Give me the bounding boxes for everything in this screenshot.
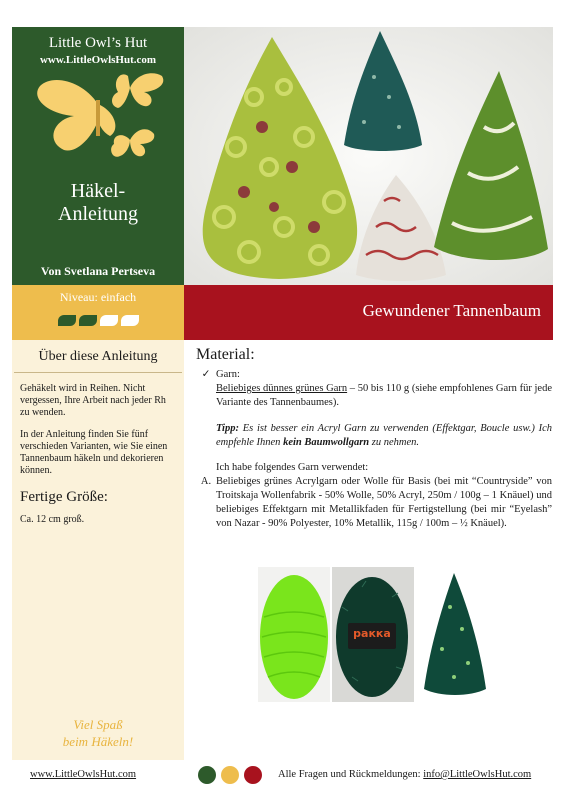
brand-panel xyxy=(12,27,184,285)
footer-email-link[interactable]: info@LittleOwlsHut.com xyxy=(423,769,532,780)
brand-url: www.LittleOwlsHut.com xyxy=(39,54,157,66)
red-dot xyxy=(244,766,262,784)
level-dot-empty xyxy=(100,315,118,326)
footer xyxy=(12,760,552,790)
footer-website-link[interactable]: www.LittleOwlsHut.com xyxy=(30,769,137,780)
closing-note: Viel Spaß beim Häkeln! xyxy=(62,717,134,749)
material-heading: Material: xyxy=(196,346,255,363)
sidebar-paragraph: In der Anleitung finden Sie fünf verschieden Varianten, wie Sie einen Tannenbaum häkeln und dekorieren können. xyxy=(20,429,168,476)
green-yarn-photo xyxy=(258,567,330,702)
yarn-option-a xyxy=(196,475,552,531)
difficulty-indicator xyxy=(12,315,184,326)
level-dot-empty xyxy=(121,315,139,326)
sidebar-paragraph: Gehäkelt wird in Reihen. Nicht vergessen, Ihre Arbeit nach jeder Rh zu wenden. xyxy=(20,383,166,418)
footer-contact: Alle Fragen und Rückmeldungen: info@LittleOwlsHut.com xyxy=(278,769,532,780)
size-heading: Fertige Größe: xyxy=(20,489,108,505)
green-dot xyxy=(198,766,216,784)
material-section xyxy=(196,346,552,531)
size-value: Ca. 12 cm groß. xyxy=(20,514,85,525)
difficulty-panel xyxy=(12,285,184,340)
yarn-label: Garn: xyxy=(216,369,240,380)
hero-photo xyxy=(184,27,553,285)
list-letter: A. xyxy=(200,476,212,487)
difficulty-label: Niveau: einfach xyxy=(59,290,137,304)
pattern-title: Häkel- Anleitung xyxy=(58,180,138,225)
eyelash-yarn-photo xyxy=(332,567,414,702)
yarn-used-intro: Ich habe folgendes Garn verwendet: xyxy=(216,462,369,473)
level-dot-filled xyxy=(79,315,97,326)
footer-dots xyxy=(198,766,262,784)
sidebar-heading: Über diese Anleitung xyxy=(14,340,182,373)
material-item xyxy=(196,368,552,410)
brand-name: Little Owl’s Hut xyxy=(48,35,148,51)
finished-tree-photo xyxy=(416,567,493,702)
yellow-dot xyxy=(221,766,239,784)
pattern-name: Gewundener Tannenbaum xyxy=(362,301,541,320)
level-dot-filled xyxy=(58,315,76,326)
author: Von Svetlana Pertseva xyxy=(40,264,156,278)
butterfly-icon xyxy=(12,70,184,178)
yarn-description: Beliebiges dünnes grünes Garn – 50 bis 110 g (siehe empfohlenes Garn für jede Variante des Tannenbaumes). xyxy=(216,383,552,408)
sidebar xyxy=(12,340,184,760)
yarn-photos xyxy=(258,567,493,702)
pattern-banner xyxy=(184,285,553,340)
tip-note: Tipp: Es ist besser ein Acryl Garn zu verwenden (Effektgar, Boucle usw.) Ich empfehle Ihnen kein Baumwollgarn zu nehmen. xyxy=(216,423,552,448)
yarn-option-text: Beliebiges grünes Acrylgarn oder Wolle für Basis (bei mit “Countryside” von Troitskaja Wollenfabrik - 50% Wolle, 50% Acryl, 250m / 100g – 1 Knäuel) und beliebiges Effektgarn mit Metallikfaden für Fertigstellung (bei mir “Eyelash” von Nazar - 90% Polyester, 10% Metallik, 115g / 100m – ½ Knäuel). xyxy=(216,476,552,529)
yarn-skein-label: ракка xyxy=(353,627,391,640)
checkmark-icon: ✓ xyxy=(201,369,211,380)
